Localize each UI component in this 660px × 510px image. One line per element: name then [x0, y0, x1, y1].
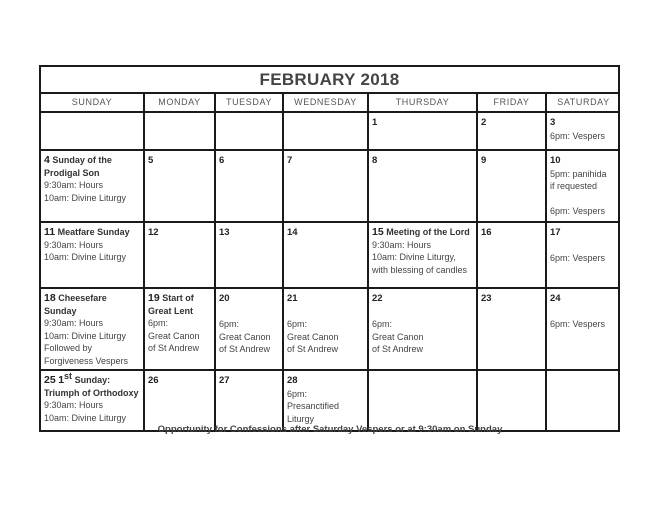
day-number: 20 [219, 293, 230, 304]
service-line: 5pm: panihida [550, 168, 607, 179]
day-cell [546, 150, 620, 222]
day-number: 18 [44, 292, 56, 304]
service-line: Forgiveness Vespers [44, 355, 129, 366]
weekday-sunday: SUNDAY [41, 94, 144, 112]
feast-name: Sunday of the Prodigal Son [44, 155, 112, 178]
week-row [41, 150, 620, 222]
service-line: 6pm: Vespers [550, 319, 606, 329]
day-number: 1 [372, 117, 378, 128]
service-line: 6pm: [287, 388, 308, 399]
week-row [41, 370, 620, 430]
calendar-body [41, 112, 620, 430]
day-cell [546, 112, 620, 150]
line-spacer [372, 306, 473, 319]
service-line: 6pm: Vespers [550, 130, 606, 141]
feast-name: Meeting of the Lord [386, 227, 470, 237]
day-cell [368, 112, 477, 150]
day-number: 28 [287, 375, 298, 386]
day-cell [41, 288, 144, 370]
empty-day-cell [546, 370, 620, 430]
day-cell [41, 150, 144, 222]
day-cell [144, 288, 215, 370]
day-cell [283, 288, 368, 370]
week-row [41, 112, 620, 150]
day-number: 8 [372, 155, 378, 166]
day-number: 14 [287, 227, 298, 238]
day-cell [283, 370, 368, 430]
weekday-friday: FRIDAY [477, 94, 546, 112]
feast-name: Meatfare Sunday [57, 227, 130, 237]
week-row [41, 288, 620, 370]
day-cell [215, 222, 283, 288]
service-line: with blessing of candles [372, 264, 468, 275]
day-cell [368, 288, 477, 370]
empty-day-cell [283, 112, 368, 150]
day-cell [215, 150, 283, 222]
feast-ordinal: 1 [58, 374, 65, 386]
empty-day-cell [368, 370, 477, 430]
service-line: 10am: Divine Liturgy [44, 412, 127, 423]
february-2018-calendar [39, 65, 620, 432]
empty-day-cell [215, 112, 283, 150]
line-spacer [550, 306, 617, 319]
day-number: 27 [219, 375, 230, 386]
weekday-wednesday: WEDNESDAY [283, 94, 368, 112]
feast-name: Start of Great Lent [148, 293, 194, 316]
service-line: Great Canon [219, 331, 271, 342]
day-number: 11 [44, 226, 56, 238]
service-line: 6pm: [287, 319, 308, 329]
day-number: 25 [44, 374, 56, 386]
weekday-monday: MONDAY [144, 94, 215, 112]
day-number: 19 [148, 292, 160, 304]
weekday-thursday: THURSDAY [368, 94, 477, 112]
day-number: 21 [287, 293, 298, 304]
weekday-tuesday: TUESDAY [215, 94, 283, 112]
service-line: if requested [550, 181, 598, 191]
service-line: of St Andrew [372, 344, 424, 354]
feast-name: Cheesefare Sunday [44, 293, 107, 316]
day-number: 5 [148, 155, 154, 166]
weekday-saturday: SATURDAY [546, 94, 620, 112]
day-number: 10 [550, 155, 561, 166]
day-cell [41, 370, 144, 430]
service-line: 6pm: Vespers [550, 253, 606, 263]
line-spacer [287, 306, 364, 319]
day-cell [283, 150, 368, 222]
day-cell [368, 150, 477, 222]
day-number: 16 [481, 227, 492, 238]
week-row [41, 222, 620, 288]
service-line: 10am: Divine Liturgy [44, 330, 127, 341]
service-line: 9:30am: Hours [372, 239, 432, 250]
day-cell [215, 288, 283, 370]
service-line: 9:30am: Hours [44, 318, 104, 328]
service-line: 9:30am: Hours [44, 180, 104, 190]
service-line: 6pm: [148, 318, 169, 328]
day-cell [477, 112, 546, 150]
service-line: of St Andrew [148, 343, 200, 353]
service-line: Followed by [44, 343, 93, 353]
day-cell [368, 222, 477, 288]
day-number: 24 [550, 293, 561, 304]
empty-day-cell [477, 370, 546, 430]
day-cell [546, 288, 620, 370]
day-cell [144, 370, 215, 430]
service-line: 6pm: [372, 319, 393, 329]
service-line: of St Andrew [219, 344, 271, 354]
day-cell [283, 222, 368, 288]
service-line: Great Canon [287, 331, 339, 342]
service-line: Liturgy [287, 413, 315, 424]
line-spacer [550, 240, 617, 253]
service-line: 10am: Divine Liturgy [44, 252, 127, 262]
service-line: 9:30am: Hours [44, 400, 104, 410]
day-number: 7 [287, 155, 293, 166]
day-number: 17 [550, 227, 561, 238]
day-cell [477, 222, 546, 288]
day-cell [477, 288, 546, 370]
service-line: 6pm: Vespers [550, 206, 606, 216]
empty-day-cell [41, 112, 144, 150]
day-cell [546, 222, 620, 288]
service-line: of St Andrew [287, 344, 339, 354]
service-line: Great Canon [372, 331, 424, 342]
day-number: 23 [481, 293, 492, 304]
day-cell [144, 150, 215, 222]
day-number: 4 [44, 154, 50, 166]
line-spacer [219, 306, 279, 319]
day-number: 15 [372, 226, 384, 238]
day-number: 26 [148, 375, 159, 386]
day-cell [144, 222, 215, 288]
day-cell [215, 370, 283, 430]
day-cell [477, 150, 546, 222]
day-number: 6 [219, 155, 225, 166]
line-spacer [550, 193, 617, 206]
confession-note: Opportunity for Confessions after Saturday Vespers or at 9:30am on Sunday [157, 424, 503, 435]
weekday-header-row [41, 94, 620, 112]
day-number: 9 [481, 155, 487, 166]
calendar-title: FEBRUARY 2018 [41, 67, 618, 94]
feast-name: Sunday: Triumph of Orthodoxy [44, 375, 139, 398]
day-cell [41, 222, 144, 288]
service-line: 6pm: [219, 319, 240, 329]
empty-day-cell [144, 112, 215, 150]
service-line: Presanctified [287, 401, 340, 411]
service-line: 10am: Divine Liturgy [44, 192, 127, 203]
day-number: 13 [219, 227, 230, 238]
day-number: 2 [481, 117, 487, 128]
service-line: Great Canon [148, 330, 200, 341]
day-number: 22 [372, 293, 383, 304]
service-line: 10am: Divine Liturgy, [372, 252, 456, 262]
calendar-grid [41, 94, 620, 430]
day-number: 3 [550, 117, 556, 128]
service-line: 9:30am: Hours [44, 239, 104, 250]
day-number: 12 [148, 227, 159, 238]
feast-ordinal-suffix: st [64, 371, 73, 381]
